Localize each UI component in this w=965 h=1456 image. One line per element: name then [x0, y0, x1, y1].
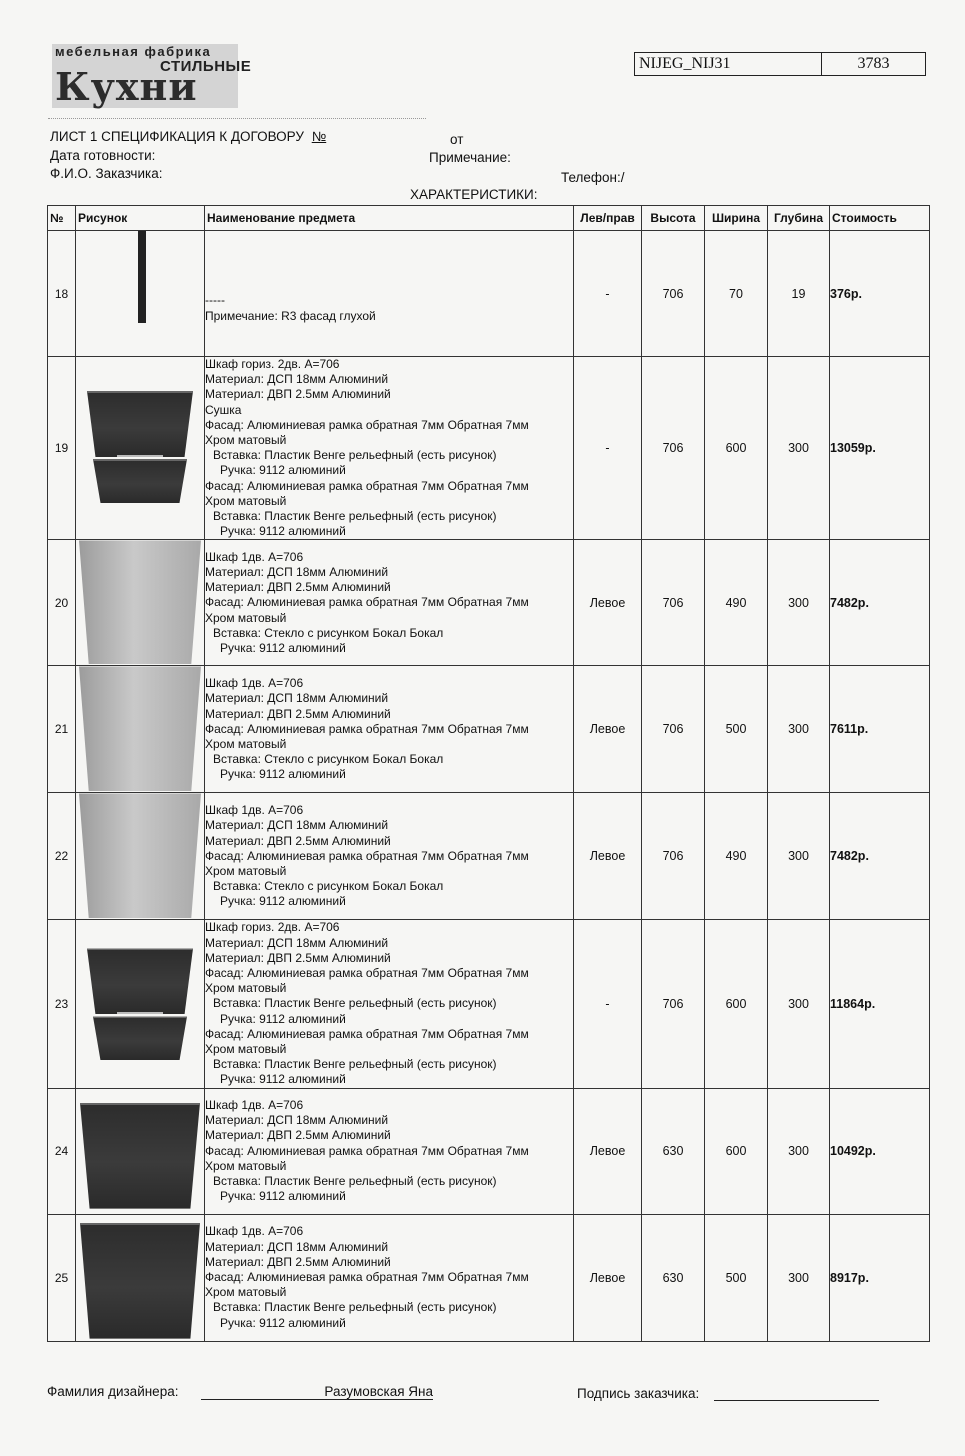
description-line: Вставка: Пластик Венге рельефный (есть рисунок) — [213, 996, 497, 1011]
ready-date-label: Дата готовности: — [50, 148, 156, 163]
item-picture — [76, 920, 205, 1088]
table-row — [48, 793, 930, 920]
characteristics-heading: ХАРАКТЕРИСТИКИ: — [410, 187, 538, 202]
width-value: 600 — [705, 920, 768, 1088]
table-row — [48, 231, 930, 357]
contract-date-label: от — [450, 132, 464, 147]
cabinet-bottom-door-image — [93, 1016, 187, 1060]
spec-title-text: ЛИСТ 1 СПЕЦИФИКАЦИЯ К ДОГОВОРУ — [50, 129, 304, 144]
description-line: Примечание: R3 фасад глухой — [205, 308, 376, 323]
depth-value: 19 — [768, 231, 830, 357]
description-line: Шкаф 1дв. А=706 — [205, 803, 304, 818]
description-line: Материал: ДСП 18мм Алюминий — [205, 564, 389, 579]
description-line: Вставка: Стекло с рисунком Бокал Бокал — [213, 625, 444, 640]
row-number: 18 — [48, 231, 76, 357]
description-line: Фасад: Алюминиевая рамка обратная 7мм Обратная 7мм — [205, 1026, 529, 1041]
description-line: Хром матовый — [205, 433, 287, 448]
cost-value: 7482р. — [830, 793, 930, 920]
description-line: Ручка: 9112 алюминий — [220, 1072, 346, 1087]
customer-signature-label: Подпись заказчика: — [577, 1386, 700, 1401]
row-number: 20 — [48, 540, 76, 666]
description-line: Материал: ДСП 18мм Алюминий — [205, 1239, 389, 1254]
table-header-row — [48, 206, 930, 231]
description-line: Ручка: 9112 алюминий — [220, 894, 346, 909]
width-value: 600 — [705, 357, 768, 540]
item-picture — [76, 231, 205, 357]
description-line: Фасад: Алюминиевая рамка обратная 7мм Обратная 7мм — [205, 966, 529, 981]
cost-value: 376р. — [830, 231, 930, 357]
designer-label: Фамилия дизайнера: — [47, 1384, 179, 1399]
height-value: 706 — [642, 666, 705, 793]
note-label: Примечание: — [429, 150, 511, 165]
description-line: Шкаф 1дв. А=706 — [205, 549, 304, 564]
height-value: 706 — [642, 357, 705, 540]
column-header-number: № — [48, 206, 76, 231]
document-code: NIJEG_NIJ31 — [635, 53, 822, 75]
width-value: 500 — [705, 1214, 768, 1341]
item-description — [205, 540, 574, 666]
row-number: 22 — [48, 793, 76, 920]
description-line: Ручка: 9112 алюминий — [220, 1189, 346, 1204]
description-line: Материал: ДСП 18мм Алюминий — [205, 1113, 389, 1128]
width-value: 70 — [705, 231, 768, 357]
item-picture — [76, 1214, 205, 1341]
description-line: Ручка: 9112 алюминий — [220, 640, 346, 655]
cost-value: 10492р. — [830, 1088, 930, 1214]
description-line: Хром матовый — [205, 864, 287, 879]
cabinet-bottom-door-image — [93, 459, 187, 503]
cost-value: 13059р. — [830, 357, 930, 540]
height-value: 706 — [642, 920, 705, 1088]
cost-value: 8917р. — [830, 1214, 930, 1341]
depth-value: 300 — [768, 357, 830, 540]
designer-name: Разумовская Яна — [324, 1384, 433, 1399]
height-value: 706 — [642, 540, 705, 666]
depth-value: 300 — [768, 920, 830, 1088]
table-row — [48, 920, 930, 1088]
cabinet-handle-image — [117, 1012, 163, 1014]
description-line: Вставка: Пластик Венге рельефный (есть рисунок) — [213, 448, 497, 463]
row-number: 25 — [48, 1214, 76, 1341]
customer-name-label: Ф.И.О. Заказчика: — [50, 166, 163, 181]
logo-tagline: мебельная фабрика — [55, 44, 212, 59]
cost-value: 7611р. — [830, 666, 930, 793]
description-line: Шкаф 1дв. А=706 — [205, 676, 304, 691]
column-header-height: Высота — [642, 206, 705, 231]
description-line: Материал: ДВП 2.5мм Алюминий — [205, 1254, 391, 1269]
description-line: Вставка: Пластик Венге рельефный (есть рисунок) — [213, 1173, 497, 1188]
table-row — [48, 666, 930, 793]
description-line: Хром матовый — [205, 737, 287, 752]
item-description — [205, 793, 574, 920]
facade-strip-image — [138, 231, 146, 324]
description-line: Шкаф гориз. 2дв. А=706 — [205, 920, 340, 935]
description-line: Ручка: 9112 алюминий — [220, 524, 346, 539]
row-number: 21 — [48, 666, 76, 793]
depth-value: 300 — [768, 1214, 830, 1341]
description-line: Материал: ДСП 18мм Алюминий — [205, 691, 389, 706]
depth-value: 300 — [768, 1088, 830, 1214]
description-line: Шкаф 1дв. А=706 — [205, 1224, 304, 1239]
row-number: 23 — [48, 920, 76, 1088]
width-value: 600 — [705, 1088, 768, 1214]
depth-value: 300 — [768, 666, 830, 793]
description-line: Ручка: 9112 алюминий — [220, 1011, 346, 1026]
description-line: Хром матовый — [205, 981, 287, 996]
glass-cabinet-image — [79, 666, 201, 791]
description-line: Материал: ДСП 18мм Алюминий — [205, 935, 389, 950]
description-line: Фасад: Алюминиевая рамка обратная 7мм Обратная 7мм — [205, 848, 529, 863]
item-description — [205, 1214, 574, 1341]
width-value: 490 — [705, 793, 768, 920]
column-header-picture: Рисунок — [76, 206, 205, 231]
company-logo — [52, 44, 252, 109]
table-row — [48, 1214, 930, 1341]
description-line: Фасад: Алюминиевая рамка обратная 7мм Обратная 7мм — [205, 478, 529, 493]
description-line: Вставка: Стекло с рисунком Бокал Бокал — [213, 752, 444, 767]
description-line: Ручка: 9112 алюминий — [220, 1315, 346, 1330]
side-value: - — [574, 357, 642, 540]
item-picture — [76, 666, 205, 793]
depth-value: 300 — [768, 540, 830, 666]
cabinet-top-door-image — [87, 948, 193, 1014]
side-value: Левое — [574, 793, 642, 920]
description-line: Материал: ДВП 2.5мм Алюминий — [205, 833, 391, 848]
description-line: Фасад: Алюминиевая рамка обратная 7мм Обратная 7мм — [205, 1270, 529, 1285]
document-code-box — [634, 52, 926, 76]
description-line: Фасад: Алюминиевая рамка обратная 7мм Обратная 7мм — [205, 417, 529, 432]
logo-brand-word: Кухни — [55, 64, 198, 109]
description-line: Шкаф гориз. 2дв. А=706 — [205, 357, 340, 371]
table-row — [48, 357, 930, 540]
description-line: Вставка: Стекло с рисунком Бокал Бокал — [213, 879, 444, 894]
phone-label: Телефон:/ — [561, 170, 625, 185]
side-value: - — [574, 231, 642, 357]
column-header-cost: Стоимость — [830, 206, 930, 231]
height-value: 630 — [642, 1214, 705, 1341]
side-value: - — [574, 920, 642, 1088]
cabinet-handle-image — [117, 455, 163, 457]
description-line: Хром матовый — [205, 1158, 287, 1173]
description-line: Фасад: Алюминиевая рамка обратная 7мм Обратная 7мм — [205, 721, 529, 736]
column-header-item-name: Наименование предмета — [205, 206, 574, 231]
depth-value: 300 — [768, 793, 830, 920]
cost-value: 7482р. — [830, 540, 930, 666]
description-line: Материал: ДСП 18мм Алюминий — [205, 372, 389, 387]
row-number: 19 — [48, 357, 76, 540]
column-header-side: Лев/прав — [574, 206, 642, 231]
description-line: Фасад: Алюминиевая рамка обратная 7мм Обратная 7мм — [205, 1143, 529, 1158]
designer-name-field — [201, 1384, 433, 1400]
table-row — [48, 1088, 930, 1214]
height-value: 630 — [642, 1088, 705, 1214]
description-line: Вставка: Пластик Венге рельефный (есть рисунок) — [213, 1300, 497, 1315]
description-line: Материал: ДВП 2.5мм Алюминий — [205, 1128, 391, 1143]
item-description — [205, 1088, 574, 1214]
item-description — [205, 231, 574, 357]
cabinet-top-door-image — [87, 391, 193, 457]
item-picture — [76, 793, 205, 920]
description-line: Сушка — [205, 402, 242, 417]
glass-cabinet-image — [79, 540, 201, 664]
item-picture — [76, 1088, 205, 1214]
description-line: Материал: ДВП 2.5мм Алюминий — [205, 950, 391, 965]
table-row — [48, 540, 930, 666]
dark-cabinet-image — [80, 1103, 200, 1209]
description-line: ----- — [205, 293, 225, 308]
logo-divider — [48, 118, 426, 119]
item-description — [205, 920, 574, 1088]
description-line: Материал: ДВП 2.5мм Алюминий — [205, 387, 391, 402]
logo-brand-line: СТИЛЬНЫЕ — [160, 58, 252, 75]
row-number: 24 — [48, 1088, 76, 1214]
side-value: Левое — [574, 1088, 642, 1214]
width-value: 490 — [705, 540, 768, 666]
description-line: Хром матовый — [205, 1042, 287, 1057]
description-line: Материал: ДВП 2.5мм Алюминий — [205, 580, 391, 595]
description-line: Материал: ДВП 2.5мм Алюминий — [205, 706, 391, 721]
column-header-width: Ширина — [705, 206, 768, 231]
specification-table — [47, 205, 930, 1342]
item-picture — [76, 540, 205, 666]
description-line: Вставка: Пластик Венге рельефный (есть рисунок) — [213, 1057, 497, 1072]
height-value: 706 — [642, 793, 705, 920]
column-header-depth: Глубина — [768, 206, 830, 231]
description-line: Хром матовый — [205, 610, 287, 625]
glass-cabinet-image — [79, 793, 201, 918]
item-description — [205, 357, 574, 540]
description-line: Ручка: 9112 алюминий — [220, 463, 346, 478]
side-value: Левое — [574, 1214, 642, 1341]
cost-value: 11864р. — [830, 920, 930, 1088]
description-line: Материал: ДСП 18мм Алюминий — [205, 818, 389, 833]
contract-number-label: № — [311, 129, 327, 144]
item-picture — [76, 357, 205, 540]
description-line: Хром матовый — [205, 493, 287, 508]
description-line: Фасад: Алюминиевая рамка обратная 7мм Обратная 7мм — [205, 595, 529, 610]
spec-title — [50, 129, 326, 144]
width-value: 500 — [705, 666, 768, 793]
description-line: Шкаф 1дв. А=706 — [205, 1097, 304, 1112]
side-value: Левое — [574, 540, 642, 666]
description-line: Хром матовый — [205, 1285, 287, 1300]
document-number: 3783 — [857, 55, 890, 72]
customer-signature-line[interactable] — [714, 1384, 879, 1401]
description-line: Ручка: 9112 алюминий — [220, 767, 346, 782]
height-value: 706 — [642, 231, 705, 357]
description-line: Вставка: Пластик Венге рельефный (есть рисунок) — [213, 509, 497, 524]
item-description — [205, 666, 574, 793]
side-value: Левое — [574, 666, 642, 793]
dark-cabinet-image — [80, 1223, 200, 1339]
